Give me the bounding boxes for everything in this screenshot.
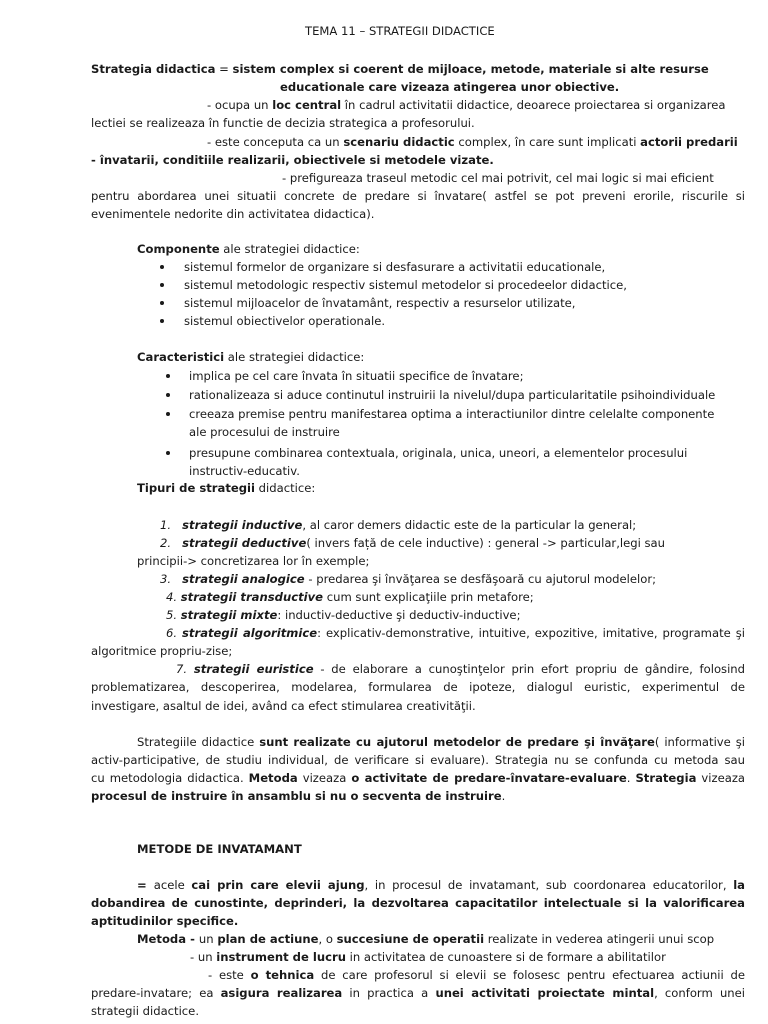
definition-point-2-cont: - învatarii, conditiile realizarii, obiectivele si metodele vizate. <box>91 153 494 167</box>
definition-line-1 <box>91 60 709 78</box>
type-item-7-end: investigare, asaltul de idei, având ca efect stimularea creativităţii. <box>91 699 476 713</box>
components-heading: Componente ale strategiei didactice: <box>137 242 360 256</box>
type-item-3: 3. strategii analogice - predarea şi învăţarea se desfăşoară cu ajutorul modelelor; <box>160 572 657 586</box>
strategy-paragraph-line-3: cu metodologia didactica. Metoda vizeaza o activitate de predare-învatare-evaluare. Strategia vizeaza <box>91 771 746 785</box>
list-item-cont: ale procesului de instruire <box>189 425 340 439</box>
list-item: sistemul metodologic respectiv sistemul metodelor si procedeelor didactice, <box>184 276 627 294</box>
type-item-1: 1. strategii inductive, al caror demers didactic este de la particular la general; <box>160 518 637 532</box>
type-item-6-cont: algoritmice propriu-zise; <box>91 644 233 658</box>
list-item: rationalizeaza si aduce continutul instruirii la nivelul/dupa particularitatile psihoindividuale <box>189 386 715 404</box>
definition-text: sistem complex si coerent de mijloace, metode, materiale si alte resurse <box>232 62 709 76</box>
definition-point-3-cont: pentru abordarea unei situatii concrete de predare si învatare( astfel se pot preveni erorile, riscurile si <box>91 189 745 203</box>
page-title: TEMA 11 – STRATEGII DIDACTICE <box>305 24 495 38</box>
type-item-5: 5. strategii mixte: inductiv-deductive şi deductiv-inductive; <box>166 608 521 622</box>
definition-point-1-cont: lectiei se realizeaza în functie de decizia strategica a profesorului. <box>91 116 475 130</box>
methods-heading: METODE DE INVATAMANT <box>137 842 302 856</box>
strategy-paragraph-line-4: procesul de instruire în ansamblu si nu o secventa de instruire. <box>91 789 506 803</box>
equals-sign: = <box>215 62 233 76</box>
definition-point-3: - prefigureaza traseul metodic cel mai potrivit, cel mai logic si mai eficient <box>282 171 714 185</box>
methods-line-4: Metoda - un plan de actiune, o succesiune de operatii realizate in vederea atingerii unui scop <box>137 932 715 946</box>
methods-line-3: aptitudinilor specifice. <box>91 914 239 928</box>
methods-line-8: strategii didactice. <box>91 1004 200 1018</box>
methods-line-1: = acele cai prin care elevii ajung, in procesul de invatamant, sub coordonarea educatorilor, la <box>137 878 745 892</box>
type-item-4: 4. strategii transductive cum sunt explicaţiile prin metafore; <box>166 590 534 604</box>
type-item-2-cont: principii-> concretizarea lor în exemple; <box>137 554 370 568</box>
type-item-2: 2. strategii deductive( invers față de cele inductive) : general -> particular,legi sau <box>160 536 665 550</box>
definition-point-1: - ocupa un loc central în cadrul activitatii didactice, deoarece proiectarea si organizarea <box>207 98 726 112</box>
types-heading: Tipuri de strategii didactice: <box>137 481 316 495</box>
term-strategia: Strategia didactica <box>91 62 216 76</box>
list-item: creeaza premise pentru manifestarea optima a interactiunilor dintre celelalte componente <box>189 405 745 423</box>
type-item-6: 6. strategii algoritmice: explicativ-demonstrative, intuitive, expozitive, imitative, programate şi <box>166 626 745 640</box>
list-item: implica pe cel care învata în situatii specifice de învatare; <box>189 367 523 385</box>
list-item: sistemul obiectivelor operationale. <box>184 312 385 330</box>
definition-point-2: - este conceputa ca un scenariu didactic complex, în care sunt implicati actorii predarii <box>207 135 738 149</box>
list-item-cont: instructiv-educativ. <box>189 464 300 478</box>
definition-line-2 <box>280 78 619 96</box>
type-item-7-cont: problematizarea, descoperirea, modelarea, formularea de ipoteze, dialogul euristic, experimentul de <box>91 680 745 694</box>
definition-point-3-end: evenimentele nedorite din activitatea didactica). <box>91 207 375 221</box>
methods-line-7: predare-invatare; ea asigura realizarea in practica a unei activitati proiectate mintal, conform unei <box>91 986 745 1000</box>
methods-line-6: - este o tehnica de care profesorul si elevii se folosesc pentru efectuarea actiunii de <box>208 968 746 982</box>
methods-line-5: - un instrument de lucru in activitatea de cunoastere si de formare a abilitatilor <box>190 950 666 964</box>
list-item: sistemul formelor de organizare si desfasurare a activitatii educationale, <box>184 258 605 276</box>
characteristics-heading: Caracteristici ale strategiei didactice: <box>137 350 365 364</box>
list-item: presupune combinarea contextuala, originala, unica, uneori, a elementelor procesului <box>189 444 745 462</box>
strategy-paragraph-line-1: Strategiile didactice sunt realizate cu ajutorul metodelor de predare şi învăţare( informative şi <box>137 735 745 749</box>
methods-line-2: dobandirea de cunostinte, deprinderi, la dezvoltarea capacitatilor intelectuale si la valorificarea <box>91 896 745 910</box>
strategy-paragraph-line-2: activ-participative, de studiu individual, de verificare si evaluare). Strategia nu se confunda cu metoda sau <box>91 753 745 767</box>
type-item-7: 7. strategii euristice - de elaborare a cunoştinţelor prin efort propriu de gândire, folosind <box>176 662 746 676</box>
definition-text-2: educationale care vizeaza atingerea unor obiective. <box>280 80 620 94</box>
list-item: sistemul mijloacelor de învatamânt, respectiv a resurselor utilizate, <box>184 294 576 312</box>
